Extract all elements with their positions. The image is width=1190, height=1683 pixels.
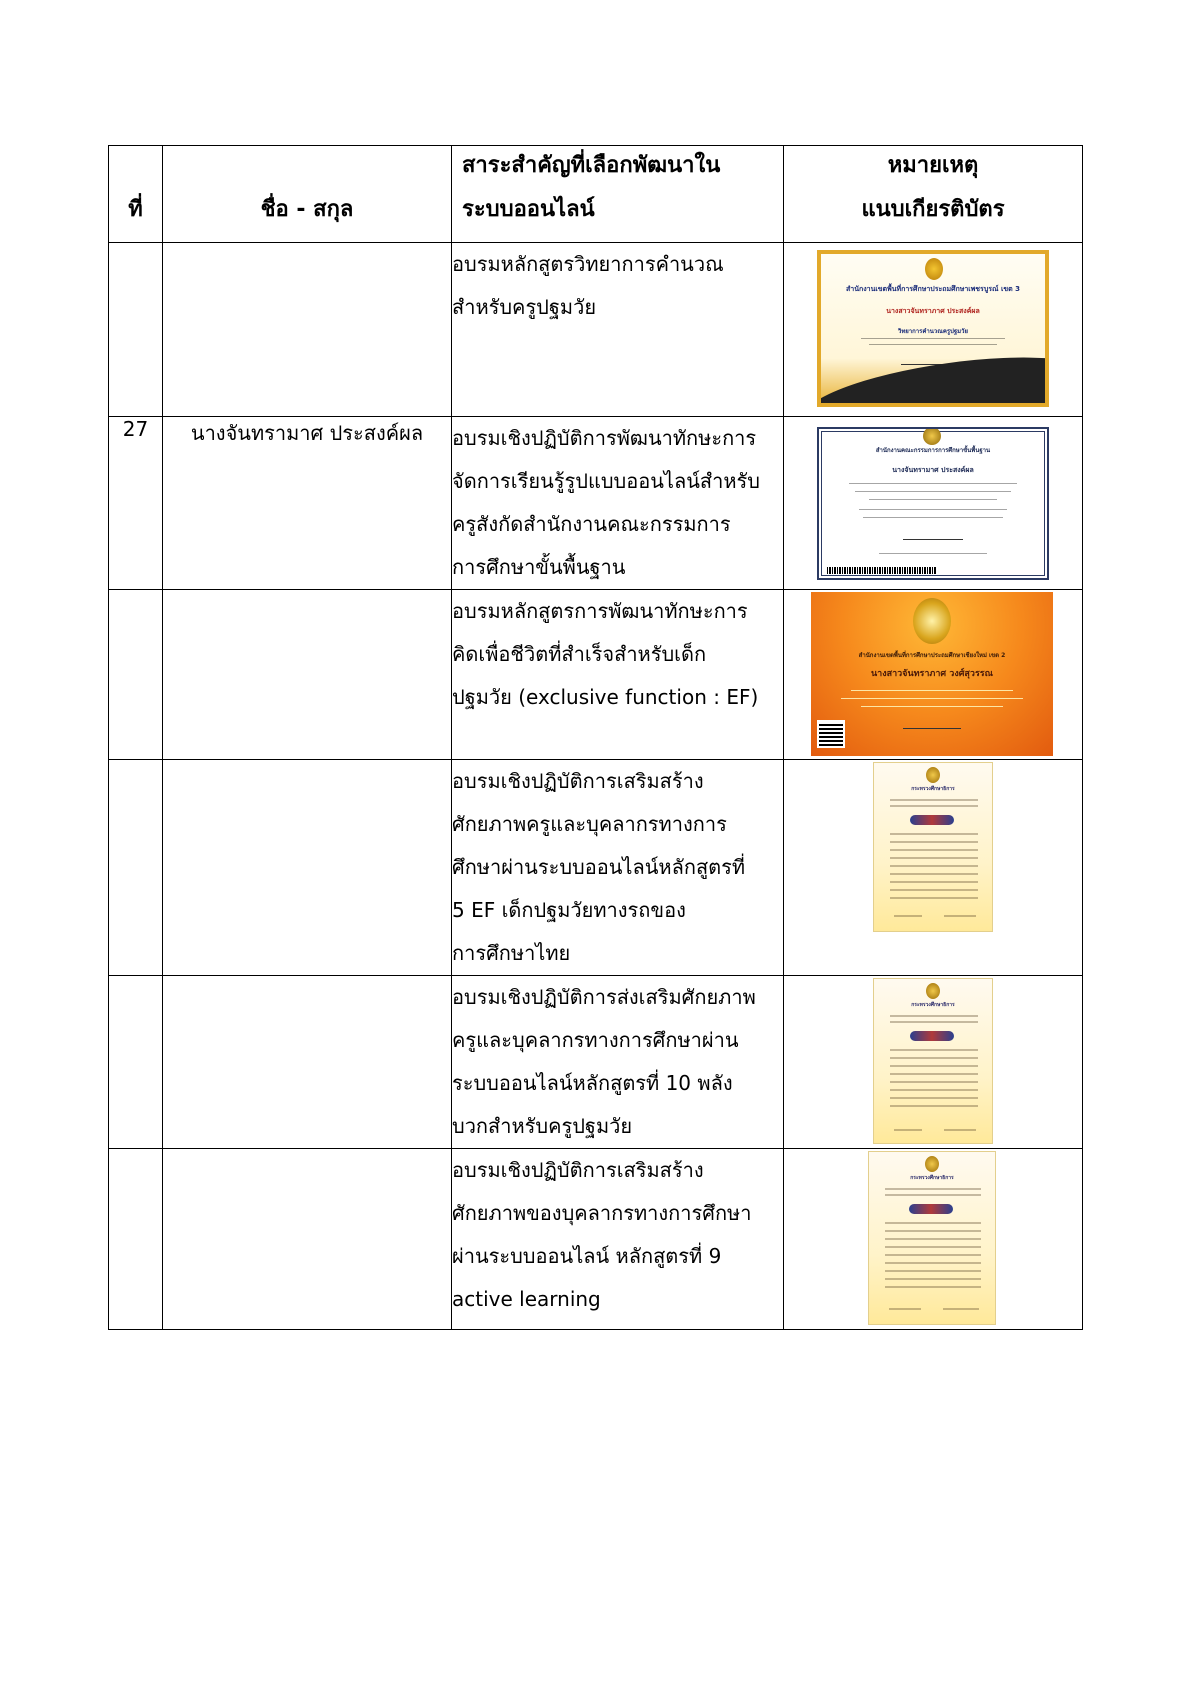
header-row (109, 146, 1083, 243)
row-topic: อบรมหลักสูตรวิทยาการคำนวณ สำหรับครูปฐมวัย (452, 243, 784, 417)
emblem-icon (925, 1156, 939, 1172)
barcode-icon (827, 567, 937, 574)
header-note: หมายเหตุ แนบเกียรติบัตร (784, 146, 1083, 243)
certificate-image: สำนักงานคณะกรรมการการศึกษาขั้นพื้นฐาน นางจันทรามาศ ประสงค์ผล (817, 427, 1049, 580)
row-topic: อบรมเชิงปฏิบัติการส่งเสริมศักยภาพ ครูและบุคลากรทางการศึกษาผ่าน ระบบออนไลน์หลักสูตรที่ 10 พลัง บวกสำหรับครูปฐมวัย (452, 976, 784, 1149)
row-topic: อบรมเชิงปฏิบัติการเสริมสร้าง ศักยภาพของบุคลากรทางการศึกษา ผ่านระบบออนไลน์ หลักสูตรที่ 9 active learning (452, 1149, 784, 1330)
row-certificate-cell (784, 760, 1083, 976)
row-name: นางจันทรามาศ ประสงค์ผล (163, 417, 452, 590)
row-topic: อบรมหลักสูตรการพัฒนาทักษะการ คิดเพื่อชีวิตที่สำเร็จสำหรับเด็ก ปฐมวัย (exclusive function : EF) (452, 590, 784, 760)
row-no (109, 760, 163, 976)
certificate-image: สำนักงานเขตพื้นที่การศึกษาประถมศึกษาเพชรบูรณ์ เขต 3 นางสาวจันทราภาศ ประสงค์ผล วิทยาการคำนวณครูปฐมวัย (817, 250, 1049, 407)
table-row (109, 760, 1083, 976)
table-row (109, 417, 1083, 590)
row-topic: อบรมเชิงปฏิบัติการเสริมสร้าง ศักยภาพครูและบุคลากรทางการ ศึกษาผ่านระบบออนไลน์หลักสูตรที่ 5 EF เด็กปฐมวัยทางรถของ การศึกษาไทย (452, 760, 784, 976)
row-name (163, 590, 452, 760)
row-certificate-cell (784, 590, 1083, 760)
row-certificate-cell (784, 243, 1083, 417)
qr-code-icon (817, 720, 845, 748)
certificate-image: กระทรวงศึกษาธิการ (873, 978, 993, 1144)
emblem-icon (923, 427, 941, 445)
row-topic: อบรมเชิงปฏิบัติการพัฒนาทักษะการ จัดการเรียนรู้รูปแบบออนไลน์สำหรับ ครูสังกัดสำนักงานคณะกรรมการ การศึกษาขั้นพื้นฐาน (452, 417, 784, 590)
emblem-icon (925, 258, 943, 280)
row-no (109, 590, 163, 760)
row-certificate-cell (784, 976, 1083, 1149)
row-no (109, 243, 163, 417)
row-no: 27 (109, 417, 163, 590)
header-name: ชื่อ - สกุล (163, 146, 452, 243)
header-no: ที่ (109, 146, 163, 243)
row-certificate-cell (784, 1149, 1083, 1330)
row-no (109, 976, 163, 1149)
emblem-icon (926, 983, 940, 999)
table-row (109, 976, 1083, 1149)
row-name (163, 1149, 452, 1330)
row-name (163, 760, 452, 976)
table-row (109, 243, 1083, 417)
certificate-table (108, 145, 1083, 1330)
certificate-image: กระทรวงศึกษาธิการ (868, 1151, 996, 1325)
row-name (163, 243, 452, 417)
certificate-image: สำนักงานเขตพื้นที่การศึกษาประถมศึกษาเชียงใหม่ เขต 2 นางสาวจันทราภาศ วงศ์สุวรรณ (811, 592, 1053, 756)
emblem-icon (926, 767, 940, 783)
row-certificate-cell (784, 417, 1083, 590)
table-row (109, 590, 1083, 760)
table-row (109, 1149, 1083, 1330)
row-name (163, 976, 452, 1149)
emblem-icon (913, 598, 951, 644)
certificate-image: กระทรวงศึกษาธิการ (873, 762, 993, 932)
row-no (109, 1149, 163, 1330)
header-topic: สาระสำคัญที่เลือกพัฒนาใน ระบบออนไลน์ (452, 146, 784, 243)
